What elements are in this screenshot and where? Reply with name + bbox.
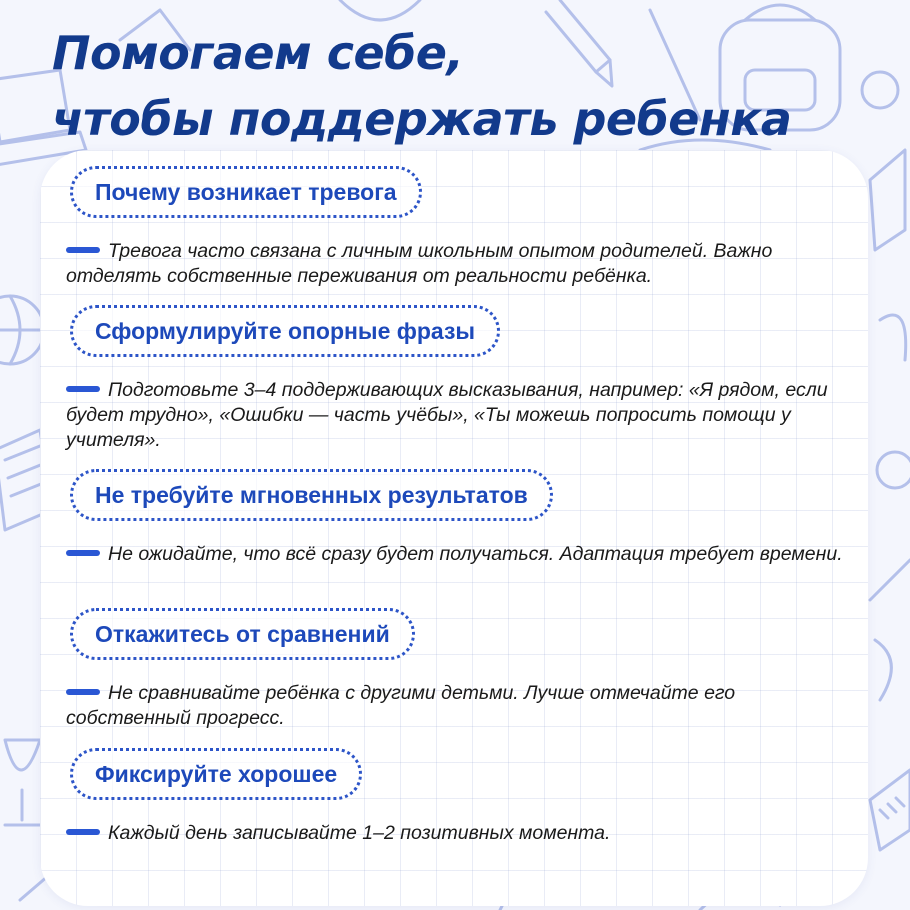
- section-heading-no-instant-results: Не требуйте мгновенных результатов: [70, 469, 553, 521]
- section-text-anxiety-content: Тревога часто связана с личным школьным опытом родителей. Важно отделять собственные переживания от реальности ребёнка.: [66, 240, 773, 287]
- section-heading-record-good: Фиксируйте хорошее: [70, 748, 362, 800]
- section-text-record-good-content: Каждый день записывайте 1–2 позитивных момента.: [108, 822, 611, 844]
- dash-bullet-icon: [66, 550, 100, 556]
- section-text-no-comparison-content: Не сравнивайте ребёнка с другими детьми. Лучше отмечайте его собственный прогресс.: [66, 682, 736, 729]
- ruler-icon: [870, 770, 910, 850]
- dash-bullet-icon: [66, 689, 100, 695]
- section-text-no-instant-results: [66, 542, 856, 567]
- dash-bullet-icon: [66, 829, 100, 835]
- dash-bullet-icon: [66, 247, 100, 253]
- dash-bullet-icon: [66, 386, 100, 392]
- page-title-line-1: Помогаем себе,: [52, 26, 464, 80]
- page-title-line-2: чтобы поддержать ребенка: [52, 92, 792, 146]
- section-text-anxiety: [66, 239, 856, 289]
- section-text-support-phrases-content: Подготовьте 3–4 поддерживающих высказывания, например: «Я рядом, если будет трудно», «Ошибки — часть учёбы», «Ты можешь попросить помощи у учителя».: [66, 379, 828, 451]
- section-text-record-good: [66, 821, 856, 846]
- trophy-icon: [5, 740, 40, 825]
- section-heading-anxiety: Почему возникает тревога: [70, 166, 422, 218]
- section-heading-no-comparison: Откажитесь от сравнений: [70, 608, 415, 660]
- globe-icon: [0, 296, 44, 364]
- section-text-no-comparison: [66, 681, 856, 731]
- section-text-support-phrases: [66, 378, 856, 453]
- page-title: [52, 20, 791, 152]
- section-text-no-instant-results-content: Не ожидайте, что всё сразу будет получаться. Адаптация требует времени.: [108, 543, 843, 565]
- section-heading-support-phrases: Сформулируйте опорные фразы: [70, 305, 500, 357]
